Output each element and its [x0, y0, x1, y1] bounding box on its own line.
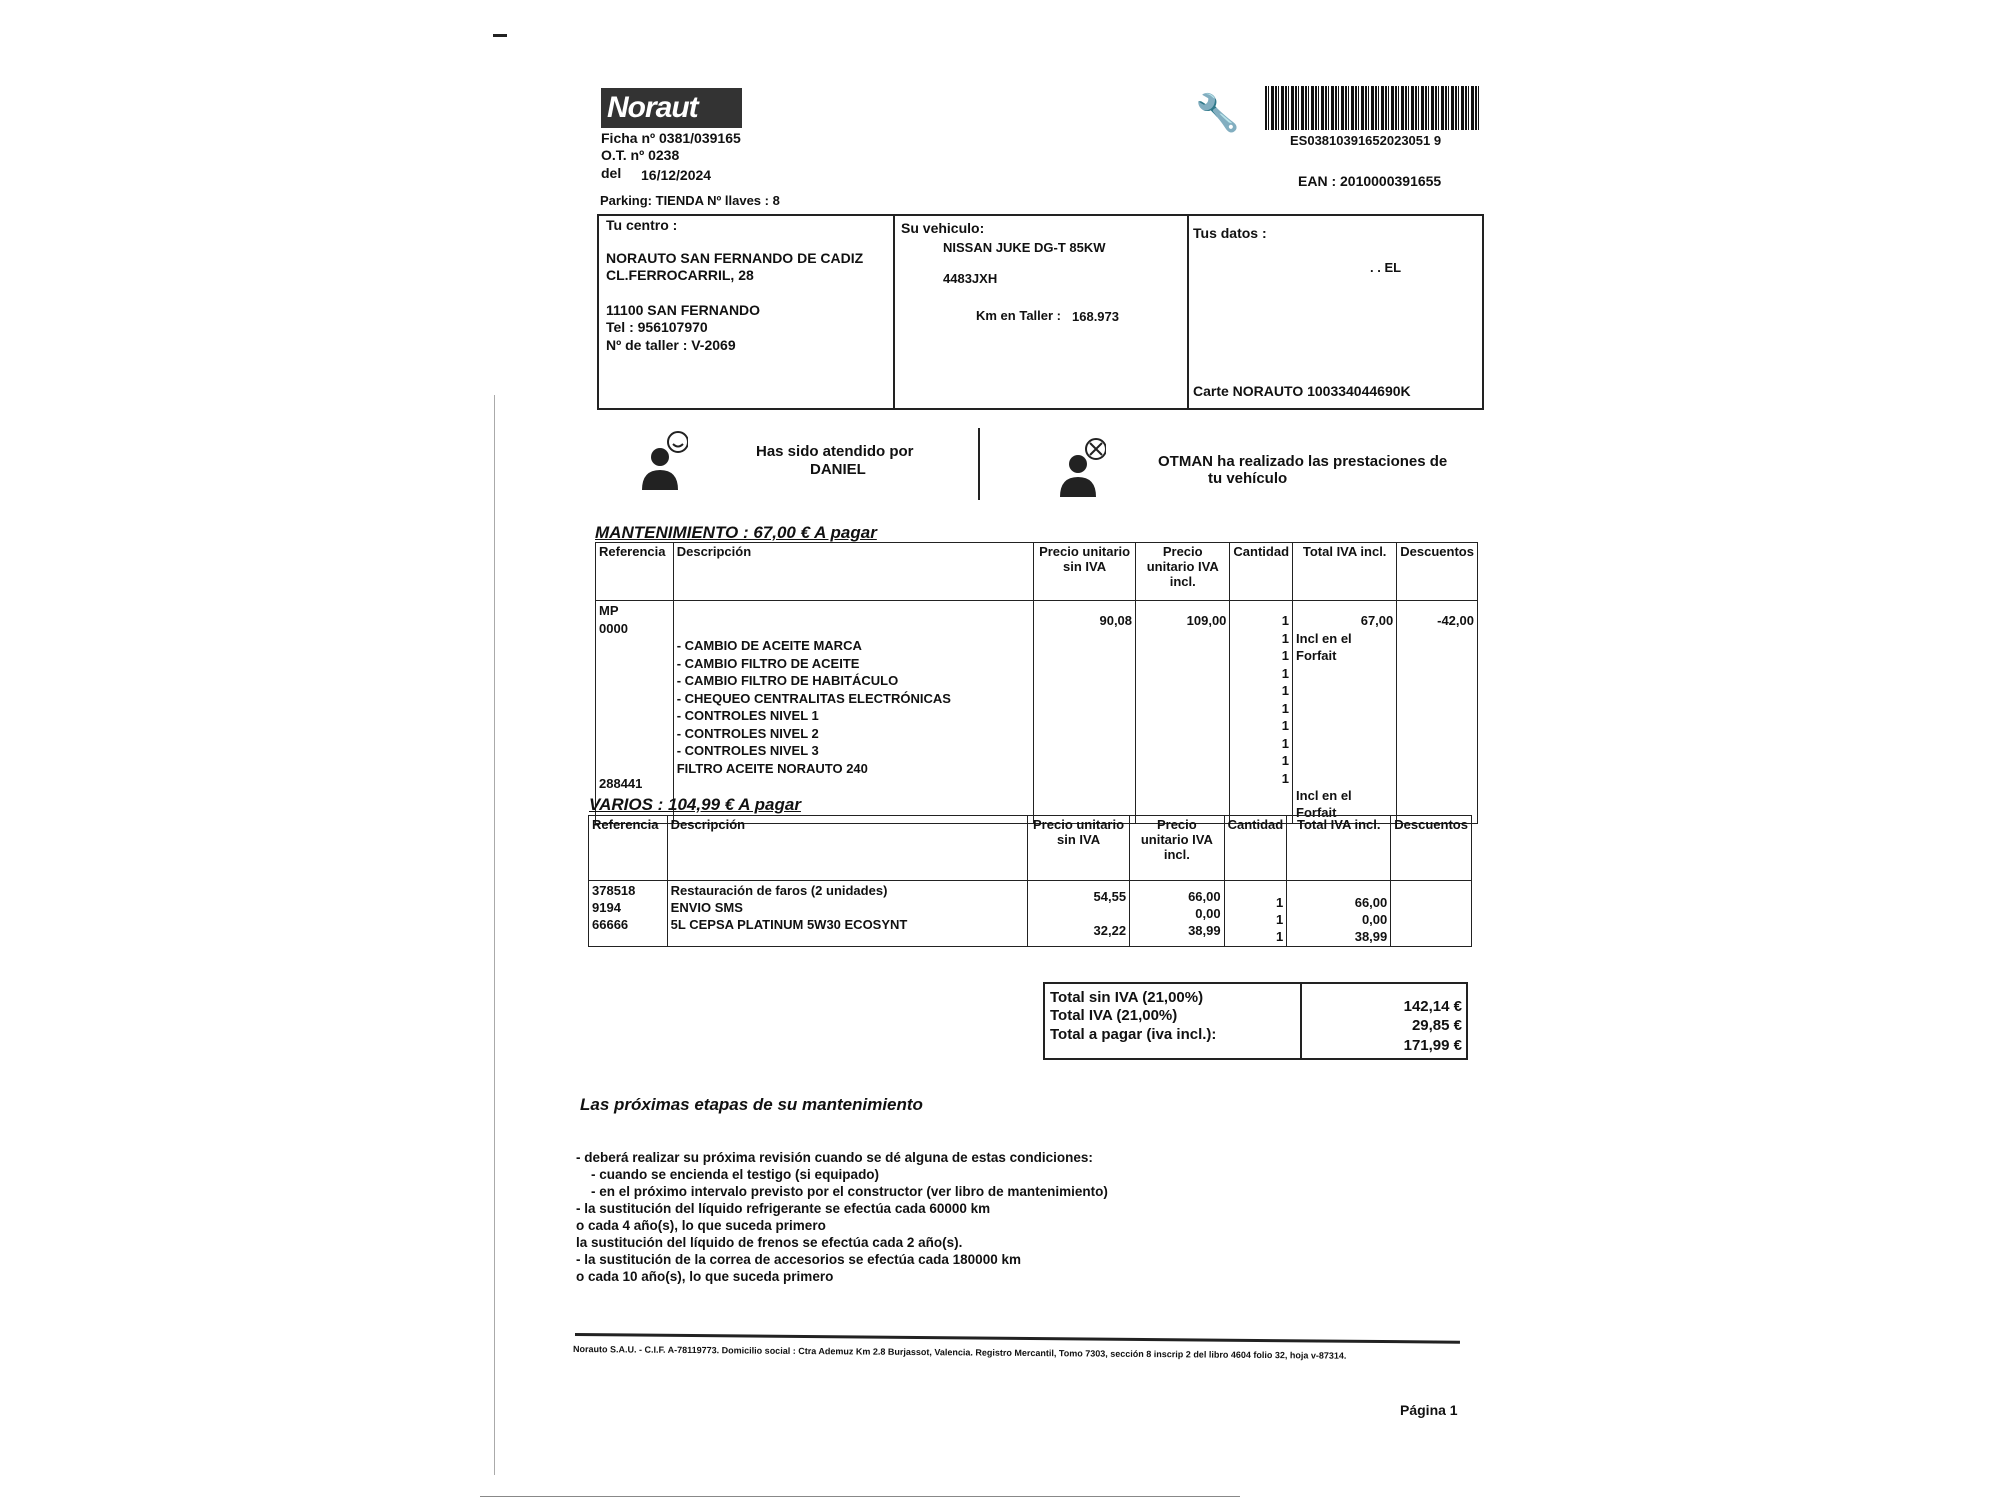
datos-label: Tus datos :: [1193, 225, 1267, 241]
total-pagar-label: Total a pagar (iva incl.):: [1050, 1026, 1217, 1043]
total-iva-label: Total IVA (21,00%): [1050, 1007, 1178, 1024]
parking-info: Parking: TIENDA Nº llaves : 8: [600, 193, 780, 208]
centro-phone: Tel : 956107970: [606, 319, 708, 335]
page-number: Página 1: [1400, 1402, 1458, 1418]
date-label: del: [601, 165, 622, 181]
total-sin-iva-label: Total sin IVA (21,00%): [1050, 989, 1204, 1006]
carte-norauto: Carte NORAUTO 100334044690K: [1193, 383, 1411, 399]
scan-edge-left: [494, 395, 495, 1475]
mantenimiento-title: MANTENIMIENTO : 67,00 € A pagar: [595, 523, 877, 542]
ot-number: O.T. nº 0238: [601, 147, 680, 163]
km-label: Km en Taller :: [976, 308, 1062, 323]
km-value: 168.973: [1072, 309, 1119, 324]
invoice-date: 16/12/2024: [641, 167, 712, 183]
next-steps-list: - deberá realizar su próxima revisión cuando se dé alguna de estas condiciones: - cuando se encienda el testigo (si equipado) - en el próximo intervalo previsto por el constructor (ver libro de mantenimiento) - la sustitución del líquido refrigerante se efectúa cada 60000 km o cada 4 año(s), lo que suceda primero la sustitución del líquido de frenos se efectúa cada 2 año(s). - la sustitución de la correa de accesorios se efectúa cada 180000 km o cada 10 año(s), lo que suceda primero: [576, 1150, 1108, 1284]
ficha-number: Ficha nº 0381/039165: [601, 130, 741, 146]
attended-line1: Has sido atendido por: [756, 443, 914, 460]
vehicle-plate: 4483JXH: [943, 271, 998, 286]
divider: [978, 428, 980, 500]
wrench-icon: 🔧: [1195, 92, 1240, 133]
attended-name: DANIEL: [810, 461, 866, 478]
centro-label: Tu centro :: [606, 217, 678, 233]
performed-line1: OTMAN ha realizado las prestaciones de: [1158, 453, 1448, 470]
centro-city: 11100 SAN FERNANDO: [606, 302, 761, 318]
ean-code: EAN : 2010000391655: [1298, 173, 1442, 189]
centro-street: CL.FERROCARRIL, 28: [606, 267, 754, 283]
performed-line2: tu vehículo: [1208, 470, 1288, 487]
table-header: Referencia Descripción Precio unitario sin IVA Precio unitario IVA incl. Cantidad Total IVA incl. Descuentos: [589, 816, 1472, 881]
varios-table: [588, 815, 1472, 947]
table-row: MP 0000 288441 - CAMBIO DE ACEITE MARCA - CAMBIO FILTRO DE ACEITE - CAMBIO FILTRO DE HABITÁCULO - CHEQUEO CENTRALITAS ELECTRÓNICAS - CONTROLES NIVEL 1 - CONTROLES NIVEL 2 - CONTROLES NIVEL 3 FILTRO ACEITE NORAUTO 240 90,08 109,00 1 1 1 1 1 1 1 1 1 1 67,00 Incl en el Forfait Incl en el Forfait -42,00: [596, 601, 1478, 824]
next-steps-title: Las próximas etapas de su mantenimiento: [580, 1095, 923, 1114]
varios-title: VARIOS : 104,99 € A pagar: [589, 795, 801, 814]
barcode-text: ES03810391652023051 9: [1290, 133, 1442, 148]
scan-edge-bottom: [480, 1496, 1240, 1497]
mantenimiento-table: [595, 542, 1478, 824]
barcode: [1265, 86, 1480, 130]
total-pagar: 171,99 €: [1403, 1037, 1462, 1054]
legal-footer: Norauto S.A.U. - C.I.F. A-78119773. Domicilio social : Ctra Ademuz Km 2.8 Burjassot, Valencia. Registro Mercantil, Tomo 7303, sección 8 inscrip 2 del libro 4604 folio 32, hoja v-87314.: [572, 1344, 1347, 1361]
divider: [1187, 216, 1189, 410]
total-sin-iva: 142,14 €: [1403, 998, 1462, 1015]
vehicle-model: NISSAN JUKE DG-T 85KW: [943, 240, 1106, 255]
table-row: 378518 9194 66666 Restauración de faros (2 unidades) ENVIO SMS 5L CEPSA PLATINUM 5W30 ECOSYNT 54,55 32,22 66,00 0,00 38,99 1 1 1 66,00 0,00 38,99: [589, 881, 1472, 947]
datos-partial: . . EL: [1370, 260, 1402, 275]
divider: [893, 214, 895, 410]
table-header: Referencia Descripción Precio unitario sin IVA Precio unitario IVA incl. Cantidad Total IVA incl. Descuentos: [596, 543, 1478, 601]
divider: [1300, 984, 1302, 1060]
scan-mark: [493, 34, 507, 37]
total-iva: 29,85 €: [1411, 1017, 1462, 1034]
footer-divider: [575, 1333, 1460, 1344]
mechanic-person-icon: [1056, 437, 1106, 497]
vehiculo-label: Su vehiculo:: [901, 220, 985, 236]
centro-taller: Nº de taller : V-2069: [606, 337, 736, 353]
norauto-logo: Noraut: [601, 88, 742, 128]
centro-name: NORAUTO SAN FERNANDO DE CADIZ: [606, 250, 864, 266]
advisor-person-icon: [638, 430, 688, 490]
